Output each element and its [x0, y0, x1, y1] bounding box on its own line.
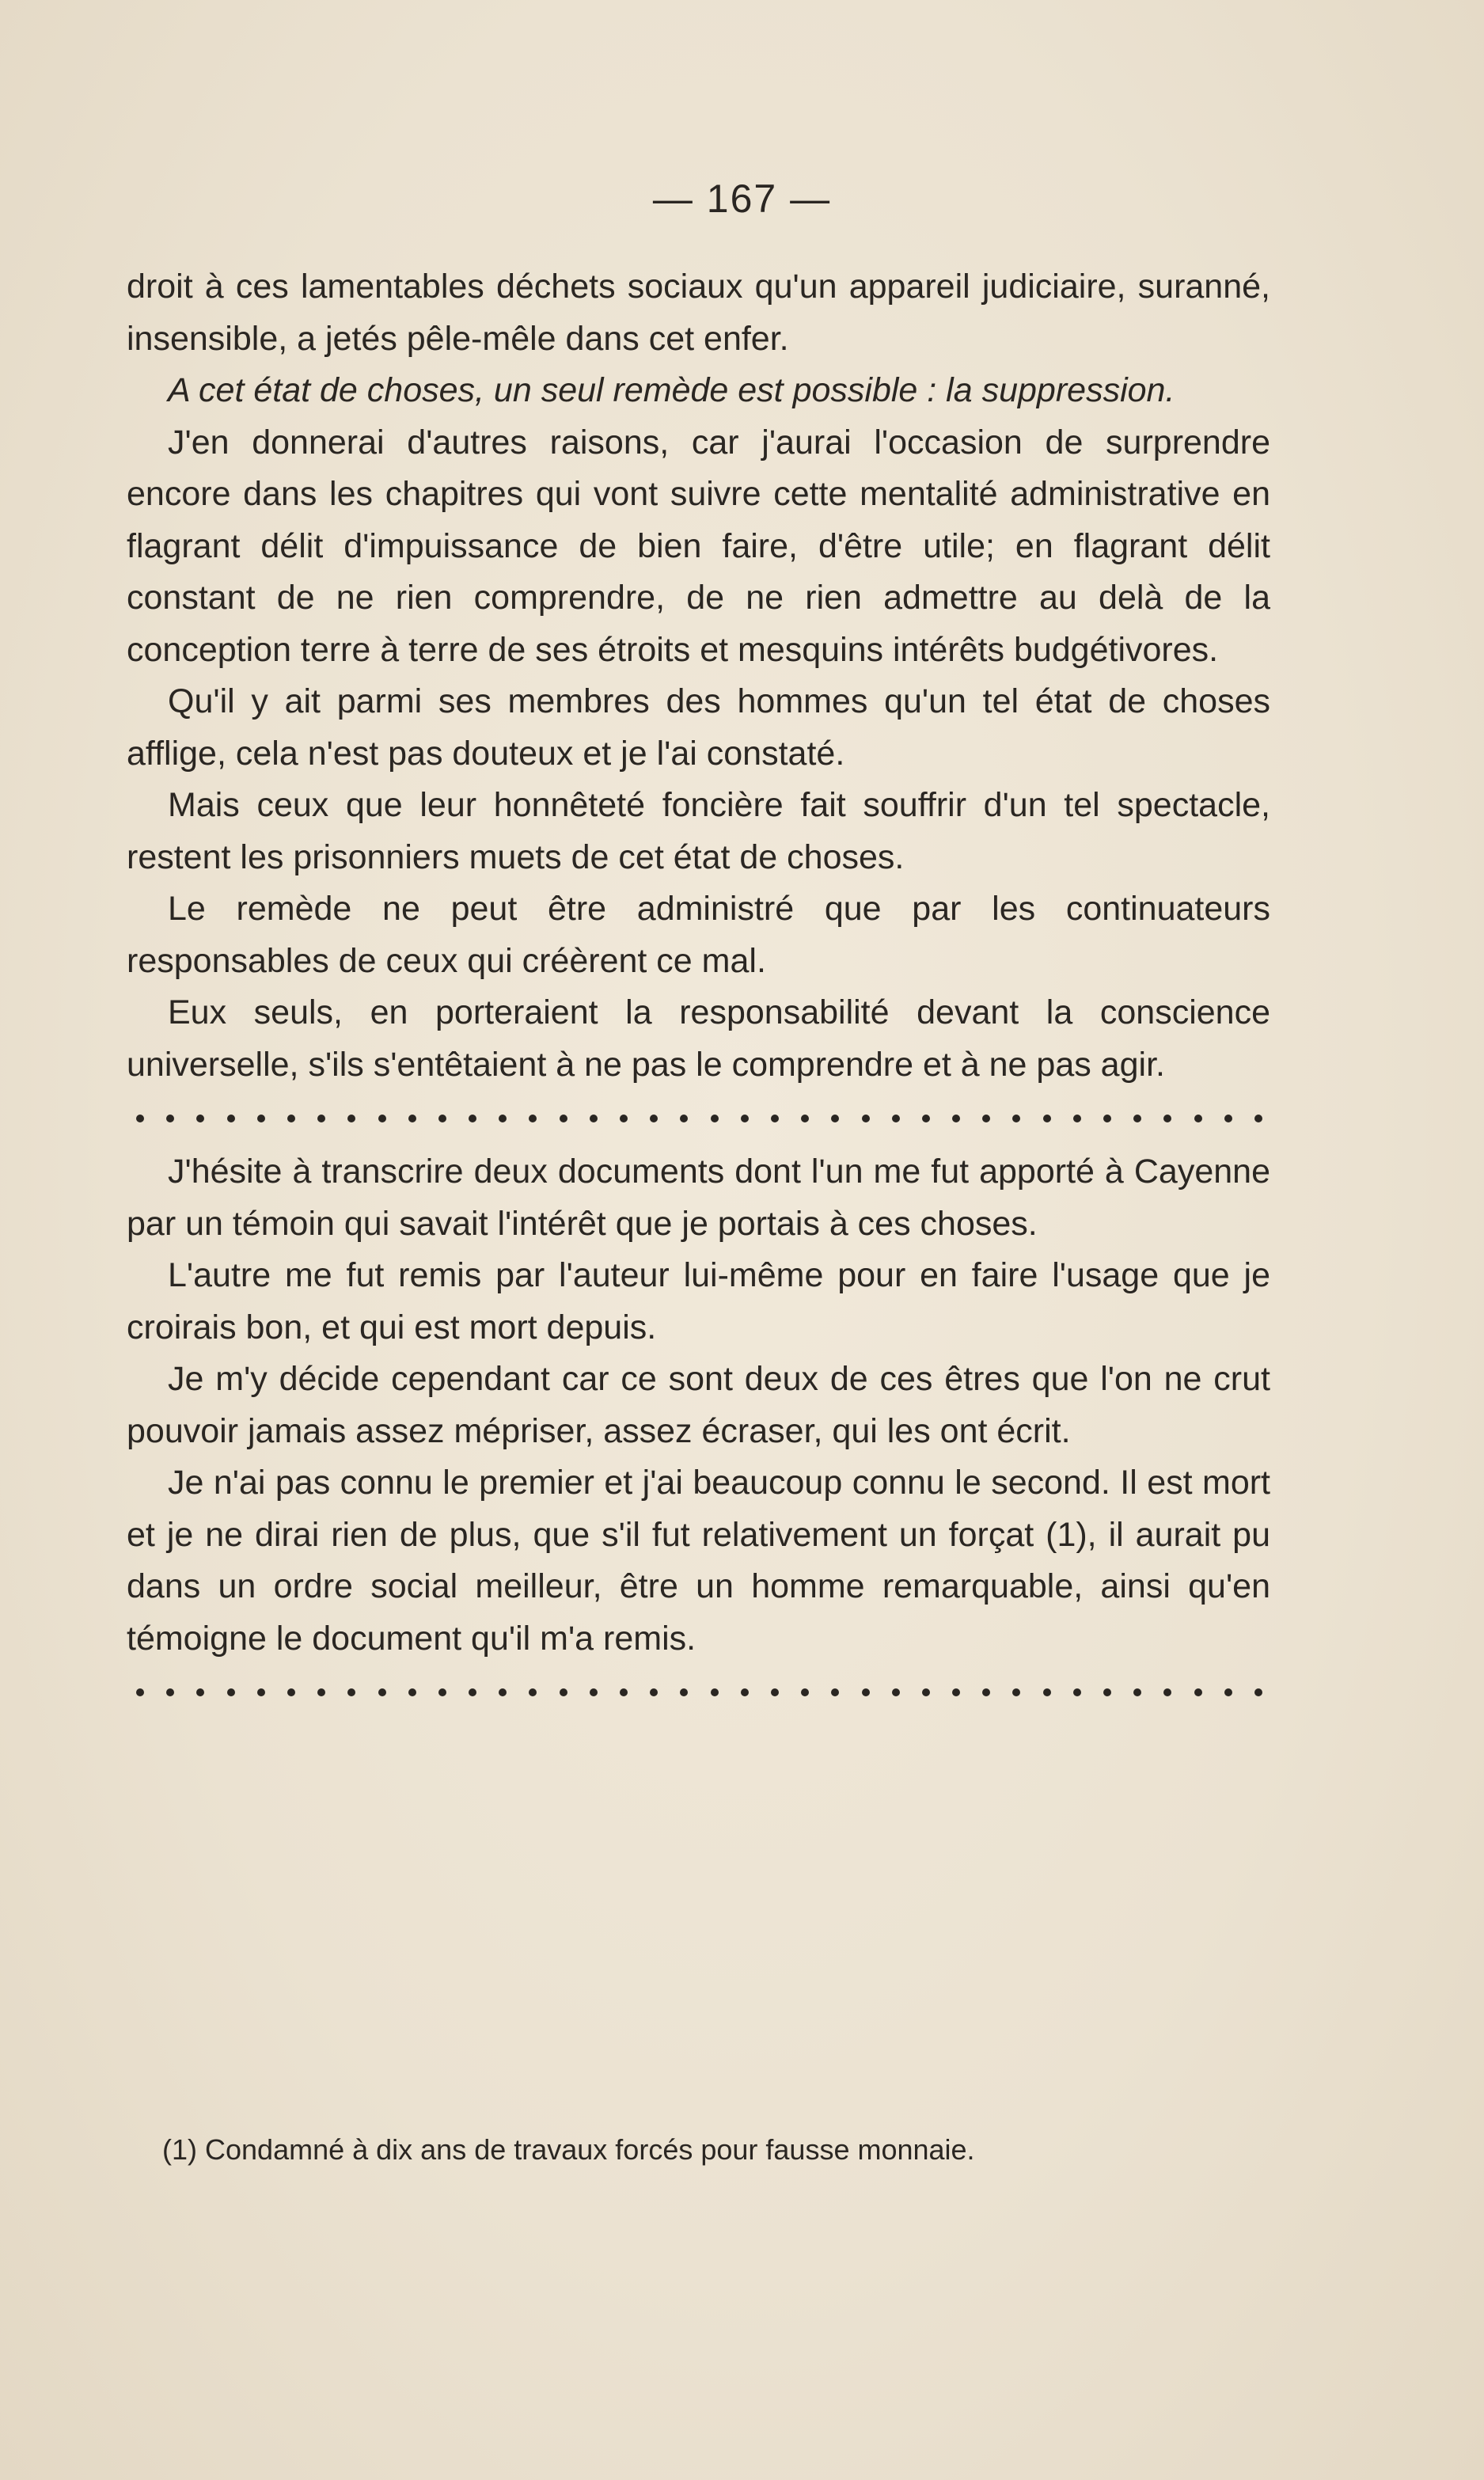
- dotted-separator-2: [127, 1665, 1270, 1720]
- paragraph-10: Je m'y décide cependant car ce sont deux de ces êtres que l'on ne crut pouvoir jamais assez mépriser, assez écraser, qui les ont écrit.: [127, 1360, 1270, 1450]
- paragraph-8: J'hésite à transcrire deux documents dont l'un me fut apporté à Cayenne par un témoin qui savait l'intérêt que je portais à ces choses.: [127, 1153, 1270, 1243]
- paragraph-1: droit à ces lamentables déchets sociaux qu'un appareil judiciaire, suranné, insensible, a jetés pêle-mêle dans cet enfer.: [127, 268, 1270, 358]
- paragraph-2: A cet état de choses, un seul remède est possible : la suppression.: [168, 371, 1175, 409]
- page-number: — 167 —: [652, 177, 832, 221]
- paragraph-7: Eux seuls, en porteraient la responsabilité devant la conscience universelle, s'ils s'entêtaient à ne pas le comprendre et à ne pas agir.: [127, 993, 1270, 1084]
- paragraph-3: J'en donnerai d'autres raisons, car j'aurai l'occasion de surprendre encore dans les chapitres qui vont suivre cette mentalité administrative en flagrant délit d'impuissance de bien faire, d'être utile; en flagrant délit constant de ne rien comprendre, de ne rien admettre au delà de la conception terre à terre de ses étroits et mesquins intérêts budgétivores.: [127, 423, 1270, 669]
- paragraph-11: Je n'ai pas connu le premier et j'ai beaucoup connu le second. Il est mort et je ne dirai rien de plus, que s'il fut relativement un forçat (1), il aurait pu dans un ordre social meilleur, être un homme remarquable, ainsi qu'en témoigne le document qu'il m'a remis.: [127, 1464, 1270, 1658]
- dotted-separator-1: [127, 1091, 1270, 1146]
- paragraph-4: Qu'il y ait parmi ses membres des hommes qu'un tel état de choses afflige, cela n'est pas douteux et je l'ai constaté.: [127, 682, 1270, 773]
- paragraph-5: Mais ceux que leur honnêteté foncière fait souffrir d'un tel spectacle, restent les prisonniers muets de cet état de choses.: [127, 786, 1270, 876]
- paragraph-9: L'autre me fut remis par l'auteur lui-même pour en faire l'usage que je croirais bon, et qui est mort depuis.: [127, 1256, 1270, 1346]
- paragraph-6: Le remède ne peut être administré que par les continuateurs responsables de ceux qui créèrent ce mal.: [127, 890, 1270, 980]
- body-text: [127, 261, 1270, 1720]
- footnote: (1) Condamné à dix ans de travaux forcés pour fausse monnaie.: [162, 2133, 975, 2166]
